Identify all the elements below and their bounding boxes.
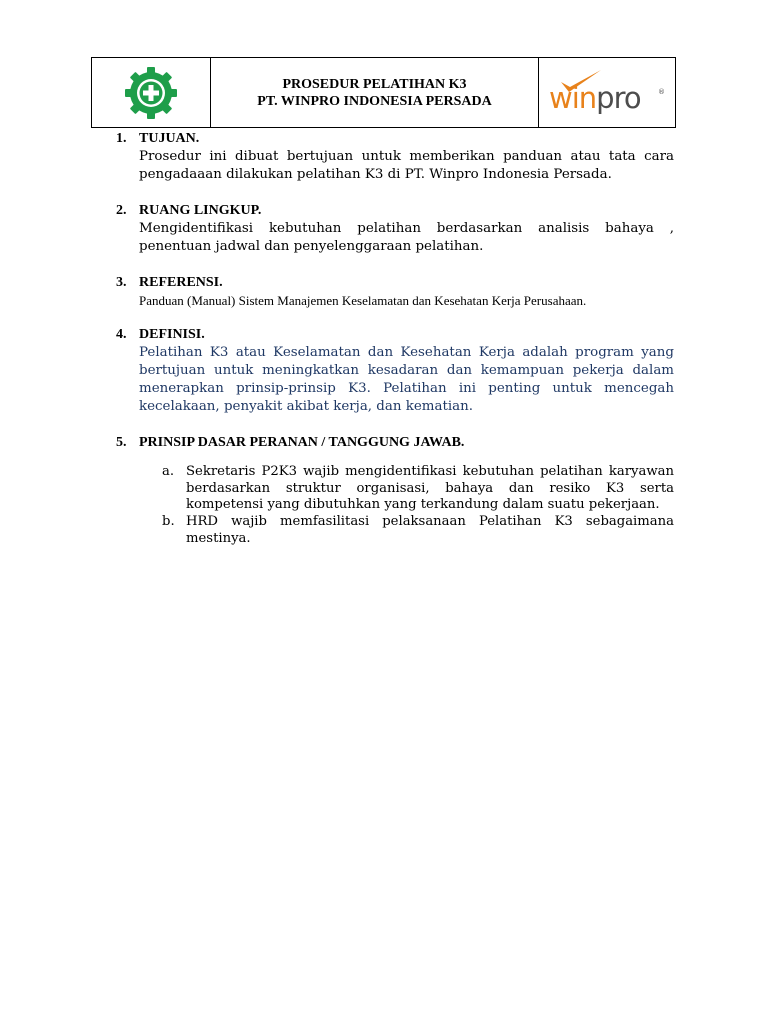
- section-title: DEFINISI.: [139, 327, 205, 342]
- section-title: TUJUAN.: [139, 131, 200, 146]
- document-header-table: [91, 57, 676, 128]
- winpro-logo: [549, 68, 665, 118]
- section-title: REFERENSI.: [139, 275, 223, 290]
- section-body: Mengidentifikasi kebutuhan pelatihan berdasarkan analisis bahaya , penentuan jadwal dan penyelenggaraan pelatihan.: [139, 221, 674, 254]
- k3-logo-cell: [92, 58, 211, 127]
- document-title: PROSEDUR PELATIHAN K3: [282, 76, 467, 92]
- section-body: Prosedur ini dibuat bertujuan untuk memberikan panduan atau tata cara pengadaaan dilakukan pelatihan K3 di PT. Winpro Indonesia Persada.: [139, 149, 674, 182]
- registered-mark: ®: [658, 87, 665, 96]
- k3-gear-cross-icon: [122, 64, 180, 122]
- list-marker: a.: [162, 464, 175, 479]
- winpro-wordmark: winpro: [549, 80, 641, 115]
- section-body: Pelatihan K3 atau Keselamatan dan Kesehatan Kerja adalah program yang bertujuan untuk meningkatkan kesadaran dan kemampuan pekerja dalam menerapkan prinsip-prinsip K3. Pelatihan ini penting untuk mencegah kecelakaan, penyakit akibat kerja, dan kematian.: [139, 345, 674, 414]
- section-number: 4.: [116, 327, 127, 342]
- list-item-text: Sekretaris P2K3 wajib mengidentifikasi kebutuhan pelatihan karyawan berdasarkan struktur organisasi, bahaya dan resiko K3 serta kompetensi yang dibutuhkan yang terkandung dalam suatu pekerjaan.: [186, 464, 674, 512]
- section-body: Panduan (Manual) Sistem Manajemen Keselamatan dan Kesehatan Kerja Perusahaan.: [139, 293, 587, 308]
- section-number: 1.: [116, 131, 127, 146]
- section-title: RUANG LINGKUP.: [139, 203, 262, 218]
- section-title: PRINSIP DASAR PERANAN / TANGGUNG JAWAB.: [139, 435, 465, 450]
- header-title-cell: [211, 58, 539, 127]
- section-number: 3.: [116, 275, 127, 290]
- company-name: PT. WINPRO INDONESIA PERSADA: [257, 93, 492, 109]
- list-item-text: HRD wajib memfasilitasi pelaksanaan Pelatihan K3 sebagaimana mestinya.: [186, 514, 674, 546]
- brand-logo-cell: [539, 58, 675, 127]
- section-number: 5.: [116, 435, 127, 450]
- list-marker: b.: [162, 514, 175, 529]
- section-number: 2.: [116, 203, 127, 218]
